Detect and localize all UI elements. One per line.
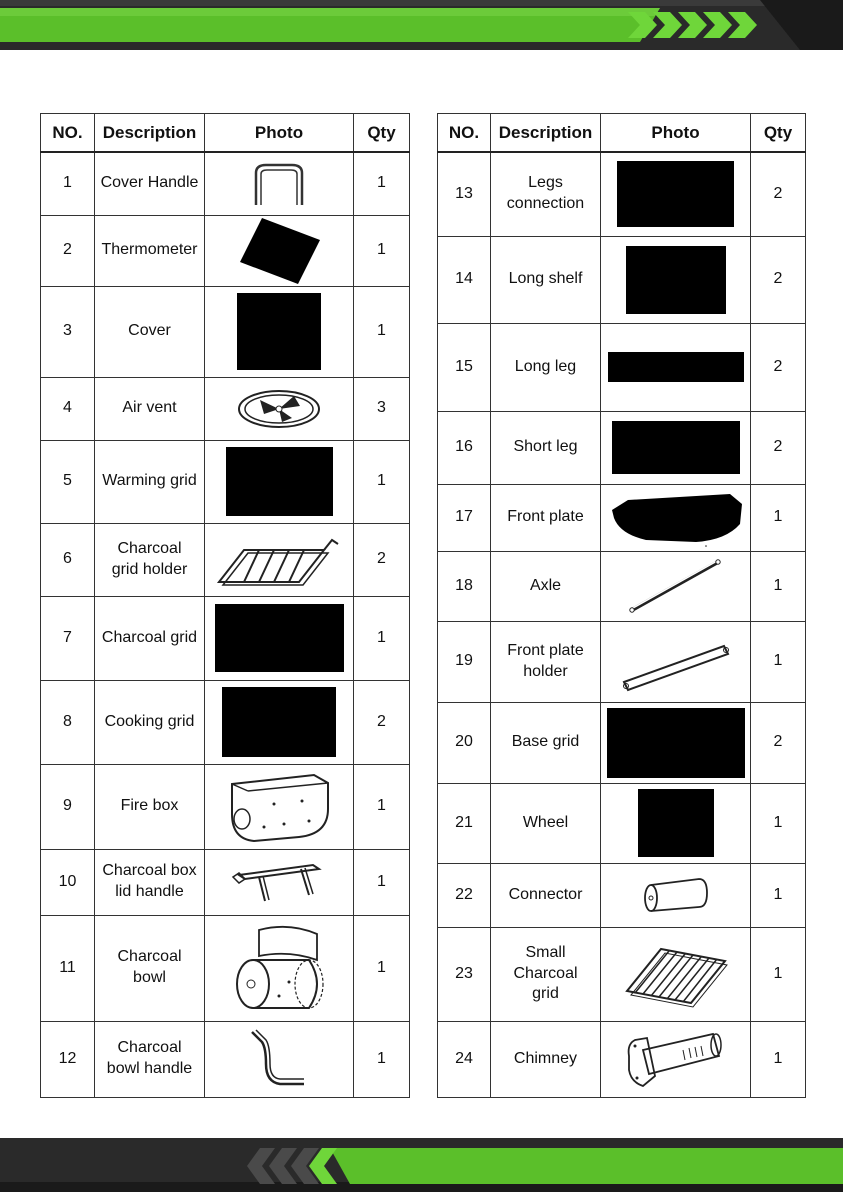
cover-icon [237,293,321,370]
part-no: 2 [41,215,95,286]
part-photo [205,286,354,377]
part-no: 16 [438,411,491,484]
part-description: Cooking grid [104,712,195,730]
part-qty: 1 [354,764,410,849]
part-no: 19 [438,621,491,702]
part-description: Base grid [511,733,580,751]
header-description: Description [95,114,205,153]
lid-handle-icon [229,857,329,907]
part-photo [601,621,751,702]
part-photo [601,152,751,236]
part-qty: 1 [751,783,806,863]
table-row [41,596,410,680]
part-description: Long leg [514,357,577,375]
part-qty: 1 [354,152,410,215]
part-photo [601,551,751,621]
small-charcoal-grid-icon [621,939,731,1009]
part-no: 17 [438,484,491,551]
front-plate-holder-icon [616,632,736,692]
thermometer-icon [234,216,324,286]
part-no: 24 [438,1021,491,1097]
part-photo [205,1021,354,1097]
part-description: Thermometer [101,241,198,259]
table-row [41,440,410,523]
part-no: 15 [438,323,491,411]
part-no: 1 [41,152,95,215]
part-no: 9 [41,764,95,849]
part-no: 4 [41,377,95,440]
part-description: Cover [128,322,171,340]
part-photo [205,523,354,596]
part-description: Air vent [122,399,177,417]
part-no: 20 [438,702,491,783]
table-row [41,680,410,764]
part-qty: 1 [751,927,806,1021]
table-row [438,236,806,323]
part-photo [601,236,751,323]
part-description: Short leg [513,438,578,456]
part-description: Charcoal grid holder [111,539,188,578]
part-no: 7 [41,596,95,680]
table-row [438,621,806,702]
part-description: Axle [529,576,562,594]
part-description: Charcoal bowl [117,948,182,986]
part-description: Wheel [522,813,569,831]
part-photo [205,680,354,764]
table-row [438,484,806,551]
base-grid-icon [607,708,745,778]
table-row [41,215,410,286]
part-no: 21 [438,783,491,863]
part-no: 13 [438,152,491,236]
part-photo [601,411,751,484]
part-no: 6 [41,523,95,596]
header-description: Description [491,114,601,153]
part-qty: 1 [751,863,806,927]
part-qty: 1 [354,596,410,680]
part-qty: 1 [354,286,410,377]
table-row [41,286,410,377]
top-banner [0,0,843,50]
table-row [438,551,806,621]
parts-table-left [40,113,410,1098]
bowl-handle-icon [244,1024,314,1094]
part-no: 8 [41,680,95,764]
part-photo [601,484,751,551]
bottom-banner [0,1138,843,1192]
part-description: Front plate holder [507,641,584,680]
part-photo [601,863,751,927]
table-header-row [438,114,806,153]
part-qty: 1 [751,484,806,551]
fire-box-icon [224,769,334,844]
header-photo: Photo [601,114,751,153]
part-photo [601,1021,751,1097]
part-description: Fire box [120,797,179,815]
part-description: Charcoal box lid handle [102,862,197,900]
part-qty: 1 [751,621,806,702]
table-row [438,863,806,927]
table-row [41,915,410,1021]
part-description: Charcoal grid [101,628,198,646]
wheel-icon [638,789,714,857]
part-photo [205,849,354,915]
part-photo [205,764,354,849]
part-photo [205,377,354,440]
cooking-grid-icon [222,687,336,757]
charcoal-grid-holder-icon [214,530,344,590]
part-qty: 1 [751,1021,806,1097]
part-no: 22 [438,863,491,927]
short-leg-icon [612,421,740,474]
part-qty: 2 [751,702,806,783]
table-row [41,377,410,440]
part-qty: 2 [751,411,806,484]
header-no: NO. [438,114,491,153]
air-vent-icon [234,384,324,434]
table-row [41,849,410,915]
part-qty: 3 [354,377,410,440]
part-photo [205,152,354,215]
part-photo [601,323,751,411]
part-no: 12 [41,1021,95,1097]
part-description: Charcoal bowl handle [106,1039,193,1077]
part-description: Small Charcoal grid [513,943,578,1003]
table-row [41,523,410,596]
table-row [438,1021,806,1097]
axle-icon [626,556,726,616]
part-photo [205,440,354,523]
part-no: 18 [438,551,491,621]
part-qty: 1 [354,915,410,1021]
table-row [41,764,410,849]
part-qty: 2 [354,523,410,596]
table-row [438,323,806,411]
part-photo [601,702,751,783]
table-row [438,927,806,1021]
part-no: 14 [438,236,491,323]
long-leg-icon [608,352,744,382]
part-no: 3 [41,286,95,377]
part-description: Cover Handle [100,174,199,192]
part-description: Warming grid [102,472,197,490]
warming-grid-icon [226,447,333,516]
part-no: 23 [438,927,491,1021]
parts-table-right [437,113,806,1098]
table-row [438,411,806,484]
part-description: Front plate [507,508,584,526]
part-qty: 1 [354,1021,410,1097]
cover-handle-icon [244,159,314,209]
part-qty: 1 [354,849,410,915]
legs-connection-icon [617,161,734,227]
part-qty: 2 [751,323,806,411]
header-no: NO. [41,114,95,153]
part-photo [601,927,751,1021]
part-photo [601,783,751,863]
part-description: Connector [508,885,583,903]
part-no: 5 [41,440,95,523]
header-photo: Photo [205,114,354,153]
part-photo [205,215,354,286]
table-header-row [41,114,410,153]
part-description: Chimney [513,1049,578,1067]
part-photo [205,596,354,680]
long-shelf-icon [626,246,726,314]
part-qty: 2 [354,680,410,764]
part-qty: 1 [354,215,410,286]
table-row [438,702,806,783]
part-qty: 1 [751,551,806,621]
table-row [438,152,806,236]
connector-icon [641,875,711,915]
table-row [41,152,410,215]
front-plate-icon [606,488,746,548]
charcoal-grid-icon [215,604,344,672]
charcoal-bowl-icon [229,920,329,1016]
part-description: Legs connection [506,174,585,213]
table-row [438,783,806,863]
chimney-icon [621,1026,731,1092]
part-qty: 2 [751,152,806,236]
header-qty: Qty [751,114,806,153]
part-qty: 2 [751,236,806,323]
part-no: 11 [41,915,95,1021]
header-qty: Qty [354,114,410,153]
part-no: 10 [41,849,95,915]
part-description: Long shelf [508,270,583,288]
part-photo [205,915,354,1021]
table-row [41,1021,410,1097]
part-qty: 1 [354,440,410,523]
